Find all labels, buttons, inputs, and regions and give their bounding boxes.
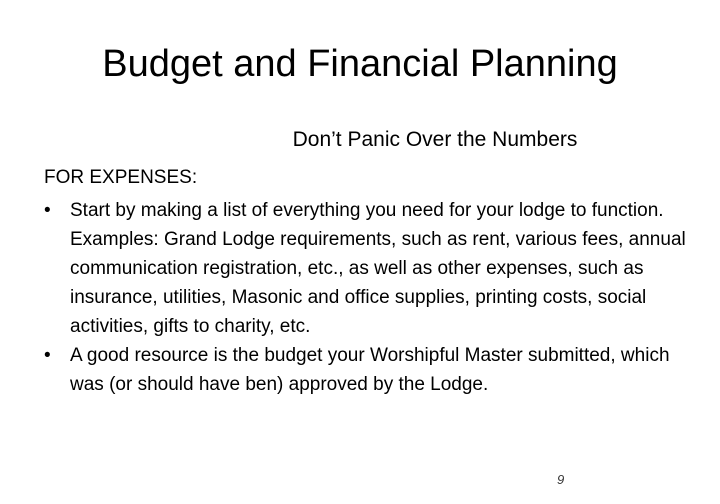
bullet-icon: • xyxy=(44,200,51,221)
page-number: 9 xyxy=(557,472,565,487)
bullet-item xyxy=(44,341,694,399)
bullet-text: Start by making a list of everything you need for your lodge to function. Examples: Grand Lodge requirements, such as rent, various fees, annual communication registration, etc., as well as other expenses, such as insurance, utilities, Masonic and office supplies, printing costs, social activities, gifts to charity, etc. xyxy=(70,200,686,337)
slide-subtitle-text: Don’t Panic Over the Numbers xyxy=(292,128,578,151)
bullet-list xyxy=(44,196,694,399)
slide-subtitle xyxy=(0,126,720,154)
bullet-text: A good resource is the budget your Worshipful Master submitted, which was (or should have ben) approved by the Lodge. xyxy=(70,345,670,395)
bullet-item xyxy=(44,196,694,341)
section-heading: FOR EXPENSES: xyxy=(44,167,198,188)
slide-title: Budget and Financial Planning xyxy=(102,43,618,85)
bullet-icon: • xyxy=(44,345,51,366)
